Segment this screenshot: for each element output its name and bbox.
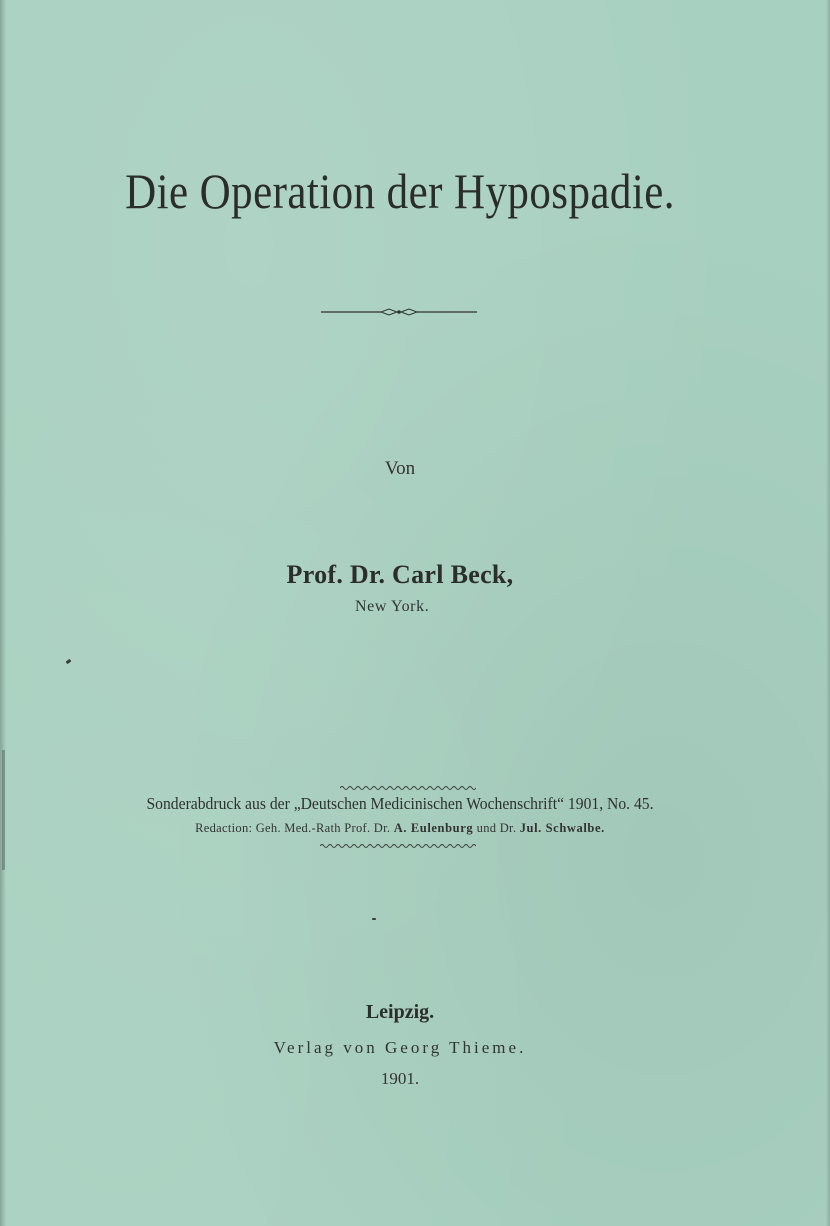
reprint-notice: Sonderabdruck aus der „Deutschen Medicinischen Wochenschrift“ 1901, No. 45.	[146, 794, 654, 813]
cover-title: Die Operation der Hypospadie.	[125, 163, 675, 219]
editors-line	[0, 821, 800, 836]
editor-eulenburg: A. Eulenburg	[393, 821, 474, 835]
ink-speck	[372, 918, 376, 920]
editor-schwalbe: Jul. Schwalbe.	[519, 821, 605, 835]
author-city: New York.	[355, 598, 430, 615]
ink-speck	[2, 750, 5, 870]
right-page-edge-shadow	[826, 0, 830, 1226]
wavy-rule-bottom	[320, 843, 476, 849]
ink-speck	[66, 659, 72, 664]
publication-year: 1901.	[380, 1069, 420, 1088]
editors-joiner: und Dr.	[476, 821, 517, 835]
wavy-rule-top	[340, 785, 476, 791]
by-label: Von	[384, 458, 416, 479]
publication-place: Leipzig.	[365, 1001, 435, 1023]
editors-prefix: Redaction: Geh. Med.-Rath Prof. Dr.	[195, 821, 391, 835]
author-name: Prof. Dr. Carl Beck,	[286, 560, 514, 589]
title-ornament-divider	[319, 304, 479, 320]
publisher-line: Verlag von Georg Thieme.	[273, 1038, 527, 1057]
